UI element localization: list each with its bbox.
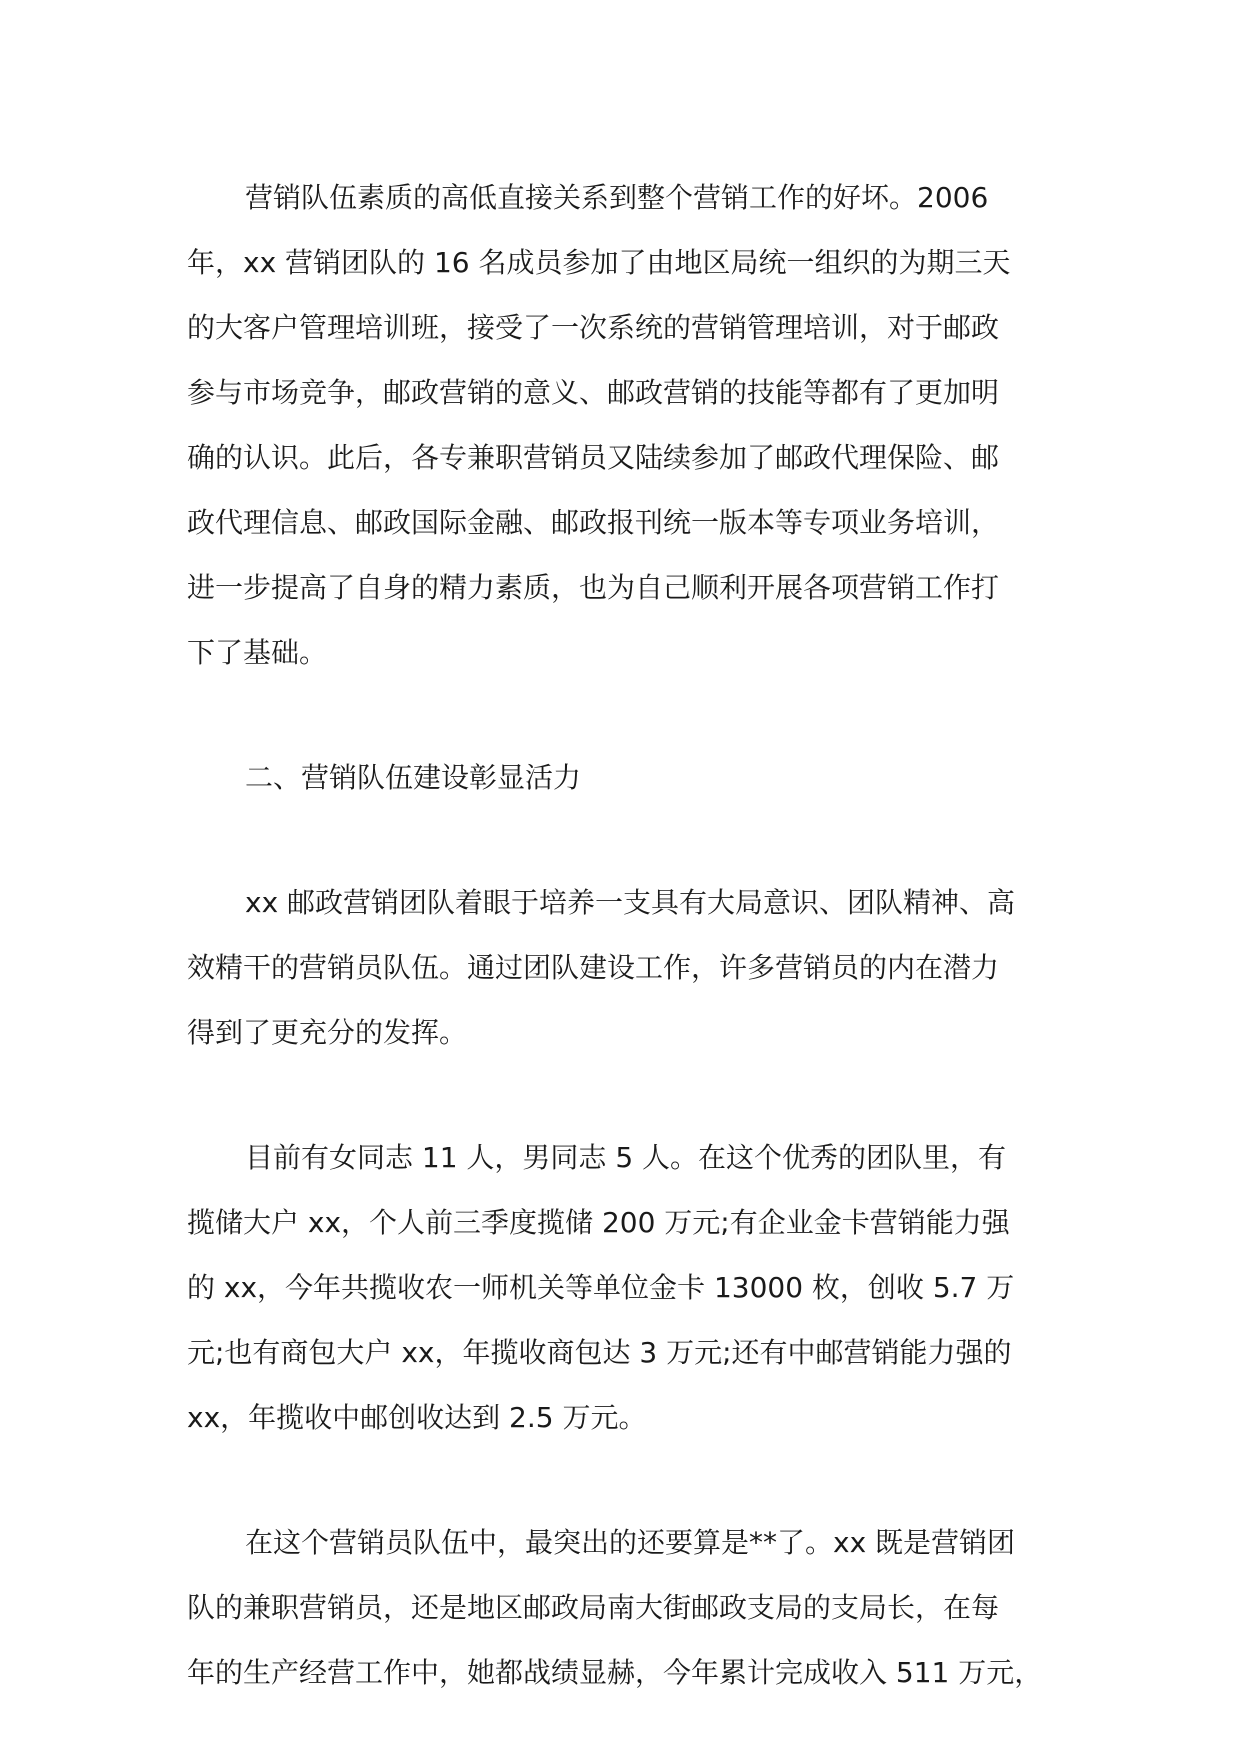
text-line: 元;也有商包大户 xx，年揽收商包达 3 万元;还有中邮营销能力强的	[187, 1336, 1012, 1369]
text-line: 揽储大户 xx，个人前三季度揽储 200 万元;有企业金卡营销能力强	[187, 1206, 1010, 1239]
text-line: xx 邮政营销团队着眼于培养一支具有大局意识、团队精神、高	[245, 886, 1016, 919]
text-line: 在这个营销员队伍中，最突出的还要算是**了。xx 既是营销团	[245, 1526, 1016, 1559]
text-line: 营销队伍素质的高低直接关系到整个营销工作的好坏。2006	[245, 181, 989, 214]
text-line: 目前有女同志 11 人，男同志 5 人。在这个优秀的团队里，有	[245, 1141, 1007, 1174]
text-line: 得到了更充分的发挥。	[187, 1016, 468, 1049]
text-line: xx，年揽收中邮创收达到 2.5 万元。	[187, 1401, 647, 1434]
text-line: 的大客户管理培训班，接受了一次系统的营销管理培训，对于邮政	[187, 311, 1000, 344]
text-line: 进一步提高了自身的精力素质，也为自己顺利开展各项营销工作打	[187, 571, 1000, 604]
text-line: 年的生产经营工作中，她都战绩显赫，今年累计完成收入 511 万元，	[187, 1656, 1043, 1689]
paragraph-team-building	[187, 870, 1059, 1065]
paragraph-members	[187, 1125, 1059, 1450]
section-heading-text: 二、营销队伍建设彰显活力	[245, 761, 582, 794]
text-line: 效精干的营销员队伍。通过团队建设工作，许多营销员的内在潜力	[187, 951, 1000, 984]
text-line: 参与市场竞争，邮政营销的意义、邮政营销的技能等都有了更加明	[187, 376, 1000, 409]
paragraph-outstanding	[187, 1510, 1059, 1705]
section-heading	[187, 745, 1059, 810]
text-line: 政代理信息、邮政国际金融、邮政报刊统一版本等专项业务培训，	[187, 506, 1000, 539]
text-line: 的 xx，今年共揽收农一师机关等单位金卡 13000 枚，创收 5.7 万	[187, 1271, 1015, 1304]
text-line: 下了基础。	[187, 636, 328, 669]
text-line: 队的兼职营销员，还是地区邮政局南大街邮政支局的支局长，在每	[187, 1591, 1000, 1624]
document-page	[187, 165, 1059, 1705]
paragraph-training	[187, 165, 1059, 685]
text-line: 确的认识。此后，各专兼职营销员又陆续参加了邮政代理保险、邮	[187, 441, 1000, 474]
text-line: 年，xx 营销团队的 16 名成员参加了由地区局统一组织的为期三天	[187, 246, 1011, 279]
